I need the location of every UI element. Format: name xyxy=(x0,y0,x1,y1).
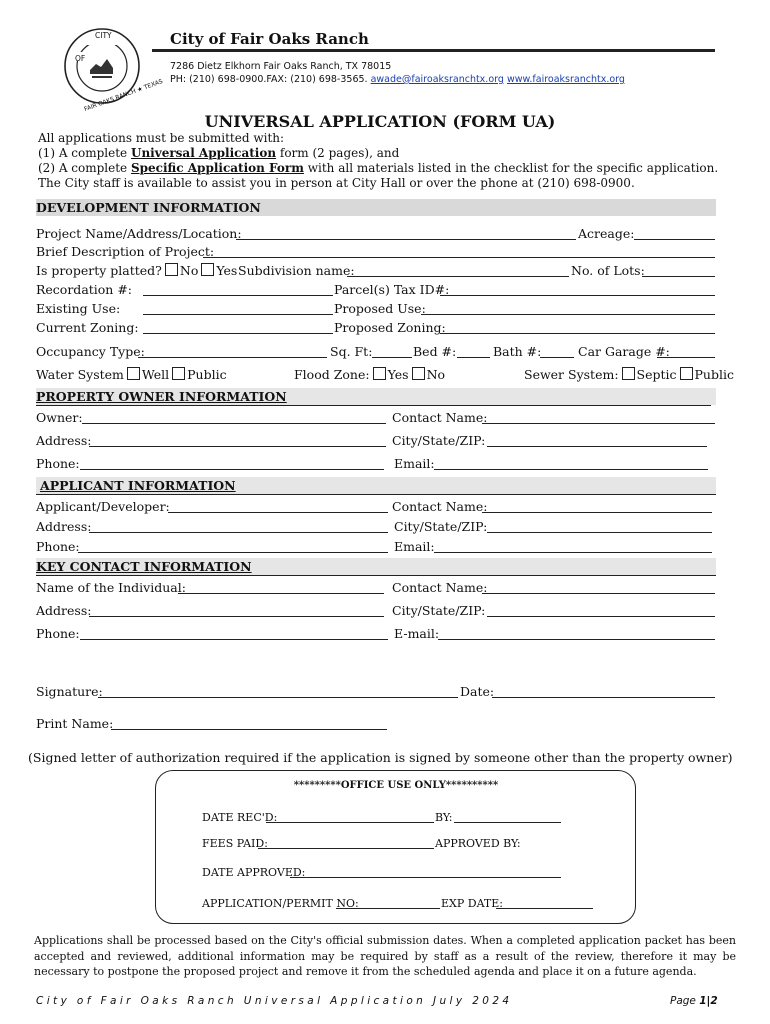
page-number xyxy=(670,995,718,1007)
label-owner-email: Email: xyxy=(394,456,435,471)
processing-note: Applications shall be processed based on the City's official submission dates. When a completed application packet has been accepted and reviewed, additional information may be required by staff as a result of the review, therefore it may be necessary to postpone the proposed project and remove it from the scheduled agenda and place it on a future agenda. xyxy=(34,934,736,978)
field-bath[interactable] xyxy=(540,357,574,358)
field-signature[interactable] xyxy=(98,697,458,698)
field-app-permit[interactable] xyxy=(336,908,440,909)
field-brief-description[interactable] xyxy=(203,257,715,258)
field-owner-phone[interactable] xyxy=(80,469,384,470)
field-proposed-use[interactable] xyxy=(421,314,715,315)
org-contact xyxy=(170,74,625,85)
footer-title: City of Fair Oaks Ranch Universal Application July 2024 xyxy=(36,995,513,1007)
label-no: No xyxy=(179,263,199,278)
field-no-of-lots[interactable] xyxy=(642,276,715,277)
section-key-contact: KEY CONTACT INFORMATION xyxy=(36,558,716,575)
sewer-row xyxy=(524,367,734,382)
intro-text: with all materials listed in the checklist for the specific application. xyxy=(303,161,719,175)
email-link[interactable]: awade@fairoaksranchtx.org xyxy=(370,74,504,85)
divider xyxy=(36,575,716,576)
label-owner: Owner: xyxy=(36,410,83,425)
field-fees-paid[interactable] xyxy=(258,848,434,849)
page-title: UNIVERSAL APPLICATION (FORM UA) xyxy=(204,112,556,131)
field-owner-address[interactable] xyxy=(89,446,386,447)
field-date[interactable] xyxy=(492,697,715,698)
seal-text-of: OF xyxy=(75,54,86,63)
intro-text: (2) A complete xyxy=(38,161,131,175)
label-key-name: Name of the Individual: xyxy=(36,580,186,595)
label-bath: Bath #: xyxy=(493,344,542,359)
label-applicant-address: Address: xyxy=(36,519,92,534)
section-development: DEVELOPMENT INFORMATION xyxy=(36,199,716,216)
divider xyxy=(36,405,711,406)
field-owner-contact[interactable] xyxy=(482,423,715,424)
field-proposed-zoning[interactable] xyxy=(440,333,715,334)
section-owner: PROPERTY OWNER INFORMATION xyxy=(36,388,716,405)
label-public: Public xyxy=(694,367,734,382)
field-exp-date[interactable] xyxy=(496,908,593,909)
label-yes: Yes xyxy=(387,367,409,382)
label-applicant-email: Email: xyxy=(394,539,435,554)
label-key-email: E-mail: xyxy=(394,626,440,641)
label-sqft: Sq. Ft: xyxy=(330,344,373,359)
seal-text-city: CITY xyxy=(95,31,112,40)
label-applicant-contact: Contact Name: xyxy=(392,499,488,514)
label-bed: Bed #: xyxy=(413,344,457,359)
label-brief-description: Brief Description of Project: xyxy=(36,244,215,259)
field-key-name[interactable] xyxy=(178,593,384,594)
seal-text-ring: FAIR OAKS RANCH ★ TEXAS xyxy=(83,77,164,114)
label-owner-city: City/State/ZIP: xyxy=(392,433,486,448)
label-date-recd: DATE REC'D: xyxy=(202,811,278,824)
label-water: Water System xyxy=(36,367,124,382)
org-name: City of Fair Oaks Ranch xyxy=(170,30,369,48)
label-parcel: Parcel(s) Tax ID#: xyxy=(334,282,450,297)
label-no: No xyxy=(426,367,446,382)
label-key-address: Address: xyxy=(36,603,92,618)
label-exp-date: EXP DATE: xyxy=(441,897,503,910)
label-public: Public xyxy=(187,367,227,382)
label-acreage: Acreage: xyxy=(578,226,635,241)
phone-fax: PH: (210) 698-0900.FAX: (210) 698-3565. xyxy=(170,74,368,85)
intro-universal-application: Universal Application xyxy=(130,146,277,160)
checkbox-flood-yes[interactable] xyxy=(373,367,386,380)
label-owner-address: Address: xyxy=(36,433,92,448)
website-link[interactable]: www.fairoaksranchtx.org xyxy=(506,74,625,85)
label-app-permit: APPLICATION/PERMIT NO: xyxy=(202,897,359,910)
field-acreage[interactable] xyxy=(634,239,715,240)
field-date-approved[interactable] xyxy=(290,877,561,878)
label-key-contact: Contact Name: xyxy=(392,580,488,595)
label-signature: Signature: xyxy=(36,684,103,699)
label-approved-by: APPROVED BY: xyxy=(435,837,521,850)
label-print-name: Print Name: xyxy=(36,716,114,731)
label-flood: Flood Zone: xyxy=(294,367,370,382)
field-occupancy[interactable] xyxy=(138,357,327,358)
label-well: Well xyxy=(141,367,170,382)
label-date-approved: DATE APPROVED: xyxy=(202,866,306,879)
checkbox-water-public[interactable] xyxy=(172,367,185,380)
page-label: Page xyxy=(670,995,696,1007)
checkbox-platted-yes[interactable] xyxy=(201,263,214,276)
label-applicant-city: City/State/ZIP: xyxy=(394,519,488,534)
field-recordation[interactable] xyxy=(143,295,333,296)
label-by: BY: xyxy=(435,811,453,824)
authorization-note: (Signed letter of authorization required if the application is signed by someone other than the property owner) xyxy=(28,750,733,765)
field-sqft[interactable] xyxy=(372,357,412,358)
field-current-zoning[interactable] xyxy=(143,333,333,334)
field-garage[interactable] xyxy=(657,357,715,358)
field-by[interactable] xyxy=(454,822,561,823)
org-address: 7286 Dietz Elkhorn Fair Oaks Ranch, TX 78015 xyxy=(170,61,392,72)
field-key-contact[interactable] xyxy=(482,593,715,594)
field-owner-email[interactable] xyxy=(434,469,708,470)
label-key-city: City/State/ZIP: xyxy=(392,603,486,618)
label-proposed-zoning: Proposed Zoning: xyxy=(334,320,446,335)
label-fees-paid: FEES PAID: xyxy=(202,837,268,850)
field-key-city[interactable] xyxy=(487,616,715,617)
intro-line-2 xyxy=(38,146,399,160)
field-print-name[interactable] xyxy=(111,729,387,730)
header-rule xyxy=(152,49,715,52)
water-row xyxy=(36,367,227,382)
label-platted: Is property platted? xyxy=(36,263,162,278)
field-applicant-email[interactable] xyxy=(434,552,712,553)
label-recordation: Recordation #: xyxy=(36,282,133,297)
intro-text: (1) A complete xyxy=(38,146,131,160)
label-sewer: Sewer System: xyxy=(524,367,619,382)
field-key-address[interactable] xyxy=(89,616,384,617)
section-applicant: APPLICANT INFORMATION xyxy=(36,477,716,494)
label-project-name: Project Name/Address/Location: xyxy=(36,226,242,241)
label-owner-phone: Phone: xyxy=(36,456,80,471)
label-proposed-use: Proposed Use: xyxy=(334,301,426,316)
intro-text: form (2 pages), and xyxy=(276,146,400,160)
field-existing-use[interactable] xyxy=(143,314,333,315)
label-owner-contact: Contact Name: xyxy=(392,410,488,425)
flood-row xyxy=(294,367,445,382)
label-applicant-phone: Phone: xyxy=(36,539,80,554)
field-date-recd[interactable] xyxy=(266,822,434,823)
label-existing-use: Existing Use: xyxy=(36,301,121,316)
checkbox-water-well[interactable] xyxy=(127,367,140,380)
field-key-phone[interactable] xyxy=(80,639,388,640)
intro-line-4: The City staff is available to assist you in person at City Hall or over the phone at (210) 698-0900. xyxy=(38,176,635,190)
checkbox-sewer-septic[interactable] xyxy=(622,367,635,380)
field-owner[interactable] xyxy=(82,423,386,424)
field-owner-city[interactable] xyxy=(487,446,707,447)
label-garage: Car Garage #: xyxy=(578,344,670,359)
label-occupancy: Occupancy Type: xyxy=(36,344,145,359)
office-use-title: *********OFFICE USE ONLY********** xyxy=(293,780,499,791)
checkbox-sewer-public[interactable] xyxy=(680,367,693,380)
page-num: 1|2 xyxy=(699,995,718,1007)
field-bed[interactable] xyxy=(457,357,490,358)
field-key-email[interactable] xyxy=(438,639,715,640)
field-applicant-contact[interactable] xyxy=(482,512,712,513)
divider xyxy=(36,494,716,495)
checkbox-flood-no[interactable] xyxy=(412,367,425,380)
label-applicant: Applicant/Developer: xyxy=(36,499,170,514)
label-yes: Yes xyxy=(216,263,238,278)
intro-line-1: All applications must be submitted with: xyxy=(38,131,285,145)
field-applicant[interactable] xyxy=(168,512,388,513)
label-current-zoning: Current Zoning: xyxy=(36,320,139,335)
field-subdivision[interactable] xyxy=(347,276,569,277)
field-applicant-city[interactable] xyxy=(487,532,712,533)
intro-line-3 xyxy=(38,161,718,175)
intro-specific-form: Specific Application Form xyxy=(130,161,304,175)
label-septic: Septic xyxy=(636,367,677,382)
label-subdivision: Subdivision name: xyxy=(238,263,355,278)
checkbox-platted-no[interactable] xyxy=(165,263,178,276)
label-key-phone: Phone: xyxy=(36,626,80,641)
field-applicant-phone[interactable] xyxy=(78,552,388,553)
label-date: Date: xyxy=(460,684,495,699)
label-no-of-lots: No. of Lots: xyxy=(571,263,645,278)
field-project-name[interactable] xyxy=(236,239,576,240)
field-applicant-address[interactable] xyxy=(89,532,388,533)
platted-row xyxy=(36,263,237,278)
field-parcel[interactable] xyxy=(440,295,715,296)
